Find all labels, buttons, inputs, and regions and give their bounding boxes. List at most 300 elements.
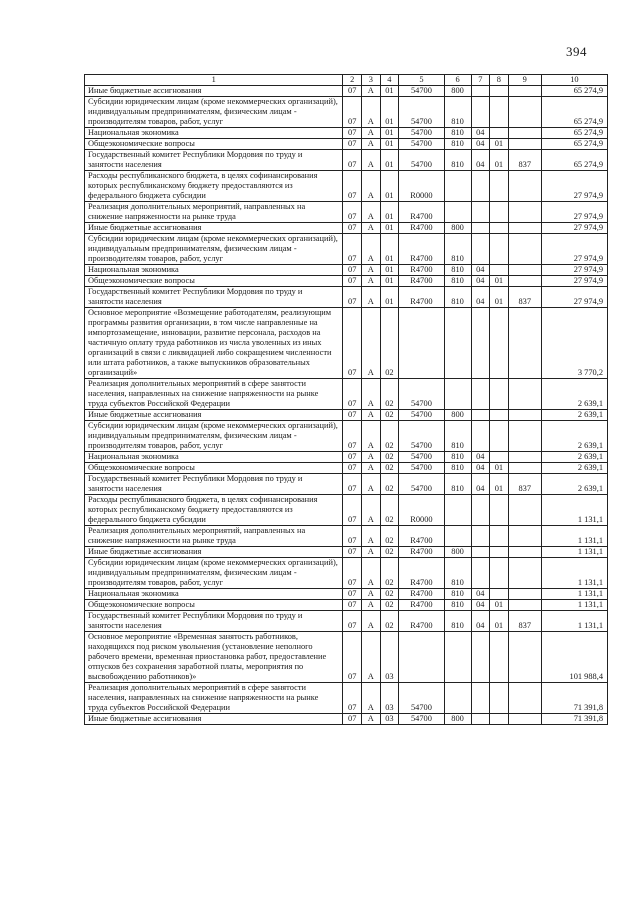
row-name-cell: Субсидии юридическим лицам (кроме некоммерческих организаций), индивидуальным предпринимателям, физическим лицам - производителям товаров, работ, услуг: [85, 558, 343, 589]
col9-cell: [508, 202, 541, 223]
row-name-cell: Расходы республиканского бюджета, в целях софинансирования которых республиканскому бюджету предоставляются из федерального бюджета субсидии: [85, 495, 343, 526]
col8-cell: [490, 714, 509, 725]
table-row: [85, 379, 608, 410]
col9-cell: [508, 379, 541, 410]
col5-cell: 54700: [399, 379, 444, 410]
col5-cell: R4700: [399, 234, 444, 265]
table-row: [85, 421, 608, 452]
amount-cell: 65 274,9: [541, 150, 607, 171]
col4-cell: 02: [380, 589, 399, 600]
col3-cell: А: [361, 452, 380, 463]
col2-cell: 07: [343, 202, 362, 223]
row-name-cell: Иные бюджетные ассигнования: [85, 410, 343, 421]
col3-cell: А: [361, 495, 380, 526]
header-cell: 5: [399, 75, 444, 86]
col5-cell: R0000: [399, 495, 444, 526]
row-name-cell: Государственный комитет Республики Мордовия по труду и занятости населения: [85, 611, 343, 632]
col6-cell: 810: [444, 589, 471, 600]
col7-cell: [471, 495, 490, 526]
table-row: [85, 86, 608, 97]
col3-cell: А: [361, 287, 380, 308]
table-row: [85, 547, 608, 558]
row-name-cell: Реализация дополнительных мероприятий, направленных на снижение напряженности на рынке труда: [85, 526, 343, 547]
col7-cell: [471, 234, 490, 265]
col4-cell: 01: [380, 223, 399, 234]
header-cell: 4: [380, 75, 399, 86]
col3-cell: А: [361, 86, 380, 97]
col7-cell: 04: [471, 474, 490, 495]
col8-cell: [490, 223, 509, 234]
col8-cell: [490, 547, 509, 558]
amount-cell: 1 131,1: [541, 547, 607, 558]
col9-cell: [508, 421, 541, 452]
col2-cell: 07: [343, 683, 362, 714]
col3-cell: А: [361, 558, 380, 589]
amount-cell: 27 974,9: [541, 287, 607, 308]
col9-cell: [508, 526, 541, 547]
table-row: [85, 410, 608, 421]
amount-cell: 1 131,1: [541, 526, 607, 547]
col5-cell: R4700: [399, 276, 444, 287]
col3-cell: А: [361, 234, 380, 265]
col6-cell: [444, 308, 471, 379]
header-cell: 8: [490, 75, 509, 86]
table-row: [85, 128, 608, 139]
col8-cell: [490, 265, 509, 276]
col3-cell: А: [361, 97, 380, 128]
col4-cell: 02: [380, 558, 399, 589]
col4-cell: 02: [380, 526, 399, 547]
col8-cell: 01: [490, 600, 509, 611]
col3-cell: А: [361, 611, 380, 632]
col9-cell: [508, 171, 541, 202]
col2-cell: 07: [343, 611, 362, 632]
col8-cell: 01: [490, 276, 509, 287]
amount-cell: 2 639,1: [541, 463, 607, 474]
col3-cell: А: [361, 223, 380, 234]
col9-cell: [508, 632, 541, 683]
col5-cell: 54700: [399, 410, 444, 421]
amount-cell: 101 988,4: [541, 632, 607, 683]
col2-cell: 07: [343, 526, 362, 547]
col2-cell: 07: [343, 86, 362, 97]
row-name-cell: Национальная экономика: [85, 452, 343, 463]
col8-cell: 01: [490, 474, 509, 495]
header-cell: 9: [508, 75, 541, 86]
col6-cell: 800: [444, 410, 471, 421]
col8-cell: [490, 452, 509, 463]
col4-cell: 01: [380, 97, 399, 128]
header-cell: 1: [85, 75, 343, 86]
col8-cell: [490, 683, 509, 714]
amount-cell: 1 131,1: [541, 611, 607, 632]
col2-cell: 07: [343, 495, 362, 526]
table-row: [85, 683, 608, 714]
col4-cell: 02: [380, 474, 399, 495]
col6-cell: 810: [444, 150, 471, 171]
col8-cell: [490, 558, 509, 589]
col6-cell: 810: [444, 474, 471, 495]
col5-cell: 54700: [399, 714, 444, 725]
col3-cell: А: [361, 265, 380, 276]
col5-cell: R0000: [399, 171, 444, 202]
col4-cell: 03: [380, 632, 399, 683]
col3-cell: А: [361, 714, 380, 725]
col2-cell: 07: [343, 558, 362, 589]
page-number: 394: [566, 44, 587, 59]
row-name-cell: Государственный комитет Республики Мордовия по труду и занятости населения: [85, 150, 343, 171]
row-name-cell: Общеэкономические вопросы: [85, 600, 343, 611]
col2-cell: 07: [343, 547, 362, 558]
col5-cell: 54700: [399, 452, 444, 463]
col4-cell: 02: [380, 379, 399, 410]
col7-cell: [471, 558, 490, 589]
col7-cell: 04: [471, 287, 490, 308]
table-row: [85, 474, 608, 495]
col6-cell: 800: [444, 714, 471, 725]
col4-cell: 01: [380, 202, 399, 223]
amount-cell: 65 274,9: [541, 97, 607, 128]
col3-cell: А: [361, 474, 380, 495]
amount-cell: 2 639,1: [541, 452, 607, 463]
col5-cell: 54700: [399, 463, 444, 474]
col8-cell: [490, 308, 509, 379]
col7-cell: [471, 526, 490, 547]
table-header-row: [85, 75, 608, 86]
table-row: [85, 589, 608, 600]
col3-cell: А: [361, 308, 380, 379]
col5-cell: 54700: [399, 150, 444, 171]
col6-cell: 810: [444, 276, 471, 287]
amount-cell: 2 639,1: [541, 410, 607, 421]
table-row: [85, 202, 608, 223]
col2-cell: 07: [343, 379, 362, 410]
col9-cell: [508, 589, 541, 600]
col5-cell: 54700: [399, 86, 444, 97]
col3-cell: А: [361, 600, 380, 611]
col5-cell: R4700: [399, 558, 444, 589]
amount-cell: 27 974,9: [541, 234, 607, 265]
col5-cell: R4700: [399, 589, 444, 600]
col8-cell: 01: [490, 150, 509, 171]
col7-cell: 04: [471, 150, 490, 171]
col8-cell: [490, 128, 509, 139]
col5-cell: R4700: [399, 265, 444, 276]
col7-cell: 04: [471, 276, 490, 287]
col8-cell: 01: [490, 139, 509, 150]
col7-cell: [471, 308, 490, 379]
col2-cell: 07: [343, 128, 362, 139]
col9-cell: [508, 276, 541, 287]
amount-cell: 1 131,1: [541, 495, 607, 526]
col5-cell: R4700: [399, 202, 444, 223]
table-row: [85, 97, 608, 128]
col9-cell: 837: [508, 287, 541, 308]
col3-cell: А: [361, 421, 380, 452]
col9-cell: 837: [508, 611, 541, 632]
col5-cell: R4700: [399, 526, 444, 547]
table-row: [85, 452, 608, 463]
col7-cell: [471, 202, 490, 223]
col7-cell: [471, 171, 490, 202]
table-row: [85, 308, 608, 379]
table-row: [85, 463, 608, 474]
col2-cell: 07: [343, 589, 362, 600]
amount-cell: 71 391,8: [541, 714, 607, 725]
row-name-cell: Субсидии юридическим лицам (кроме некоммерческих организаций), индивидуальным предпринимателям, физическим лицам - производителям товаров, работ, услуг: [85, 421, 343, 452]
col6-cell: 810: [444, 287, 471, 308]
col9-cell: [508, 410, 541, 421]
amount-cell: 27 974,9: [541, 171, 607, 202]
col7-cell: 04: [471, 128, 490, 139]
col7-cell: [471, 632, 490, 683]
row-name-cell: Национальная экономика: [85, 265, 343, 276]
table-row: [85, 558, 608, 589]
row-name-cell: Иные бюджетные ассигнования: [85, 714, 343, 725]
table-body: [85, 86, 608, 725]
amount-cell: 27 974,9: [541, 276, 607, 287]
col3-cell: А: [361, 202, 380, 223]
col9-cell: [508, 234, 541, 265]
col9-cell: [508, 683, 541, 714]
col7-cell: 04: [471, 452, 490, 463]
col2-cell: 07: [343, 139, 362, 150]
col3-cell: А: [361, 547, 380, 558]
col8-cell: [490, 86, 509, 97]
col6-cell: 810: [444, 611, 471, 632]
col6-cell: 810: [444, 463, 471, 474]
col9-cell: [508, 139, 541, 150]
row-name-cell: Общеэкономические вопросы: [85, 276, 343, 287]
header-cell: 7: [471, 75, 490, 86]
col8-cell: [490, 632, 509, 683]
col2-cell: 07: [343, 410, 362, 421]
col3-cell: А: [361, 632, 380, 683]
col9-cell: [508, 547, 541, 558]
col3-cell: А: [361, 463, 380, 474]
col5-cell: [399, 308, 444, 379]
col6-cell: 800: [444, 86, 471, 97]
table-row: [85, 495, 608, 526]
row-name-cell: Общеэкономические вопросы: [85, 463, 343, 474]
col6-cell: [444, 495, 471, 526]
amount-cell: 2 639,1: [541, 474, 607, 495]
col3-cell: А: [361, 683, 380, 714]
col9-cell: [508, 128, 541, 139]
col4-cell: 01: [380, 287, 399, 308]
col2-cell: 07: [343, 223, 362, 234]
col5-cell: 54700: [399, 474, 444, 495]
table-row: [85, 223, 608, 234]
col2-cell: 07: [343, 97, 362, 128]
col7-cell: [471, 410, 490, 421]
col8-cell: 01: [490, 463, 509, 474]
col2-cell: 07: [343, 276, 362, 287]
col5-cell: R4700: [399, 611, 444, 632]
row-name-cell: Реализация дополнительных мероприятий в сфере занятости населения, направленных на снижение напряженности на рынке труда субъектов Российской Федерации: [85, 379, 343, 410]
amount-cell: 27 974,9: [541, 202, 607, 223]
col9-cell: [508, 452, 541, 463]
col4-cell: 02: [380, 600, 399, 611]
col6-cell: [444, 202, 471, 223]
col4-cell: 03: [380, 714, 399, 725]
amount-cell: 65 274,9: [541, 128, 607, 139]
row-name-cell: Иные бюджетные ассигнования: [85, 223, 343, 234]
col5-cell: 54700: [399, 139, 444, 150]
row-name-cell: Основное мероприятие «Возмещение работодателям, реализующим программы развития организации, в том числе направленные на импортозамещение, инновации, развитие персонала, расходов на частичную оплату труда работников из числа уволенных из иных организаций в связи с ликвидацией либо сокращением численности или штата работников, а также выпускников образовательных организаций»: [85, 308, 343, 379]
col7-cell: 04: [471, 463, 490, 474]
col4-cell: 02: [380, 452, 399, 463]
col4-cell: 01: [380, 265, 399, 276]
col3-cell: А: [361, 526, 380, 547]
col4-cell: 02: [380, 463, 399, 474]
col9-cell: [508, 223, 541, 234]
col2-cell: 07: [343, 171, 362, 202]
col9-cell: [508, 714, 541, 725]
col2-cell: 07: [343, 714, 362, 725]
col2-cell: 07: [343, 463, 362, 474]
col9-cell: [508, 495, 541, 526]
col5-cell: 54700: [399, 421, 444, 452]
col7-cell: [471, 547, 490, 558]
col4-cell: 03: [380, 683, 399, 714]
col9-cell: [508, 558, 541, 589]
header-cell: 10: [541, 75, 607, 86]
col7-cell: 04: [471, 265, 490, 276]
col4-cell: 02: [380, 547, 399, 558]
col4-cell: 02: [380, 495, 399, 526]
col9-cell: [508, 97, 541, 128]
col4-cell: 02: [380, 611, 399, 632]
col5-cell: [399, 632, 444, 683]
col9-cell: 837: [508, 474, 541, 495]
col8-cell: [490, 171, 509, 202]
col9-cell: [508, 308, 541, 379]
row-name-cell: Субсидии юридическим лицам (кроме некоммерческих организаций), индивидуальным предпринимателям, физическим лицам - производителям товаров, работ, услуг: [85, 234, 343, 265]
col6-cell: 810: [444, 234, 471, 265]
col4-cell: 01: [380, 150, 399, 171]
col7-cell: 04: [471, 611, 490, 632]
amount-cell: 2 639,1: [541, 421, 607, 452]
col6-cell: 810: [444, 600, 471, 611]
row-name-cell: Реализация дополнительных мероприятий, направленных на снижение напряженности на рынке труда: [85, 202, 343, 223]
col6-cell: [444, 379, 471, 410]
col8-cell: 01: [490, 287, 509, 308]
table-row: [85, 287, 608, 308]
col6-cell: 800: [444, 547, 471, 558]
row-name-cell: Общеэкономические вопросы: [85, 139, 343, 150]
col7-cell: [471, 714, 490, 725]
col2-cell: 07: [343, 632, 362, 683]
col4-cell: 01: [380, 234, 399, 265]
col6-cell: 810: [444, 97, 471, 128]
col7-cell: 04: [471, 600, 490, 611]
table-row: [85, 714, 608, 725]
row-name-cell: Иные бюджетные ассигнования: [85, 86, 343, 97]
col4-cell: 01: [380, 128, 399, 139]
col5-cell: 54700: [399, 97, 444, 128]
col8-cell: [490, 589, 509, 600]
col3-cell: А: [361, 139, 380, 150]
col9-cell: [508, 600, 541, 611]
col9-cell: [508, 463, 541, 474]
table-row: [85, 600, 608, 611]
row-name-cell: Расходы республиканского бюджета, в целях софинансирования которых республиканскому бюджету предоставляются из федерального бюджета субсидии: [85, 171, 343, 202]
table-row: [85, 611, 608, 632]
col6-cell: 810: [444, 128, 471, 139]
col6-cell: [444, 526, 471, 547]
col3-cell: А: [361, 276, 380, 287]
table-row: [85, 171, 608, 202]
col4-cell: 02: [380, 421, 399, 452]
amount-cell: 3 770,2: [541, 308, 607, 379]
amount-cell: 27 974,9: [541, 223, 607, 234]
col8-cell: [490, 234, 509, 265]
col6-cell: 800: [444, 223, 471, 234]
col6-cell: 810: [444, 139, 471, 150]
col7-cell: [471, 223, 490, 234]
col9-cell: 837: [508, 150, 541, 171]
col6-cell: [444, 171, 471, 202]
table-row: [85, 632, 608, 683]
col5-cell: 54700: [399, 128, 444, 139]
col6-cell: [444, 632, 471, 683]
col7-cell: [471, 379, 490, 410]
col3-cell: А: [361, 150, 380, 171]
table-row: [85, 150, 608, 171]
col2-cell: 07: [343, 600, 362, 611]
col5-cell: R4700: [399, 287, 444, 308]
row-name-cell: Иные бюджетные ассигнования: [85, 547, 343, 558]
amount-cell: 65 274,9: [541, 139, 607, 150]
col2-cell: 07: [343, 474, 362, 495]
col3-cell: А: [361, 589, 380, 600]
col8-cell: [490, 421, 509, 452]
col8-cell: [490, 495, 509, 526]
budget-table: [84, 74, 608, 725]
amount-cell: 1 131,1: [541, 600, 607, 611]
col7-cell: [471, 421, 490, 452]
col9-cell: [508, 86, 541, 97]
budget-table-container: [84, 74, 608, 725]
col4-cell: 01: [380, 171, 399, 202]
col6-cell: 810: [444, 452, 471, 463]
col7-cell: 04: [471, 589, 490, 600]
col8-cell: [490, 97, 509, 128]
col6-cell: 810: [444, 265, 471, 276]
col8-cell: 01: [490, 611, 509, 632]
col7-cell: [471, 683, 490, 714]
col8-cell: [490, 202, 509, 223]
col3-cell: А: [361, 171, 380, 202]
amount-cell: 71 391,8: [541, 683, 607, 714]
amount-cell: 1 131,1: [541, 558, 607, 589]
table-row: [85, 139, 608, 150]
row-name-cell: Реализация дополнительных мероприятий в сфере занятости населения, направленных на снижение напряженности на рынке труда субъектов Российской Федерации: [85, 683, 343, 714]
row-name-cell: Государственный комитет Республики Мордовия по труду и занятости населения: [85, 474, 343, 495]
row-name-cell: Субсидии юридическим лицам (кроме некоммерческих организаций), индивидуальным предпринимателям, физическим лицам - производителям товаров, работ, услуг: [85, 97, 343, 128]
col4-cell: 01: [380, 276, 399, 287]
amount-cell: 27 974,9: [541, 265, 607, 276]
col6-cell: 810: [444, 558, 471, 589]
col4-cell: 02: [380, 410, 399, 421]
table-row: [85, 276, 608, 287]
col3-cell: А: [361, 128, 380, 139]
col8-cell: [490, 379, 509, 410]
amount-cell: 65 274,9: [541, 86, 607, 97]
col7-cell: [471, 86, 490, 97]
row-name-cell: Государственный комитет Республики Мордовия по труду и занятости населения: [85, 287, 343, 308]
